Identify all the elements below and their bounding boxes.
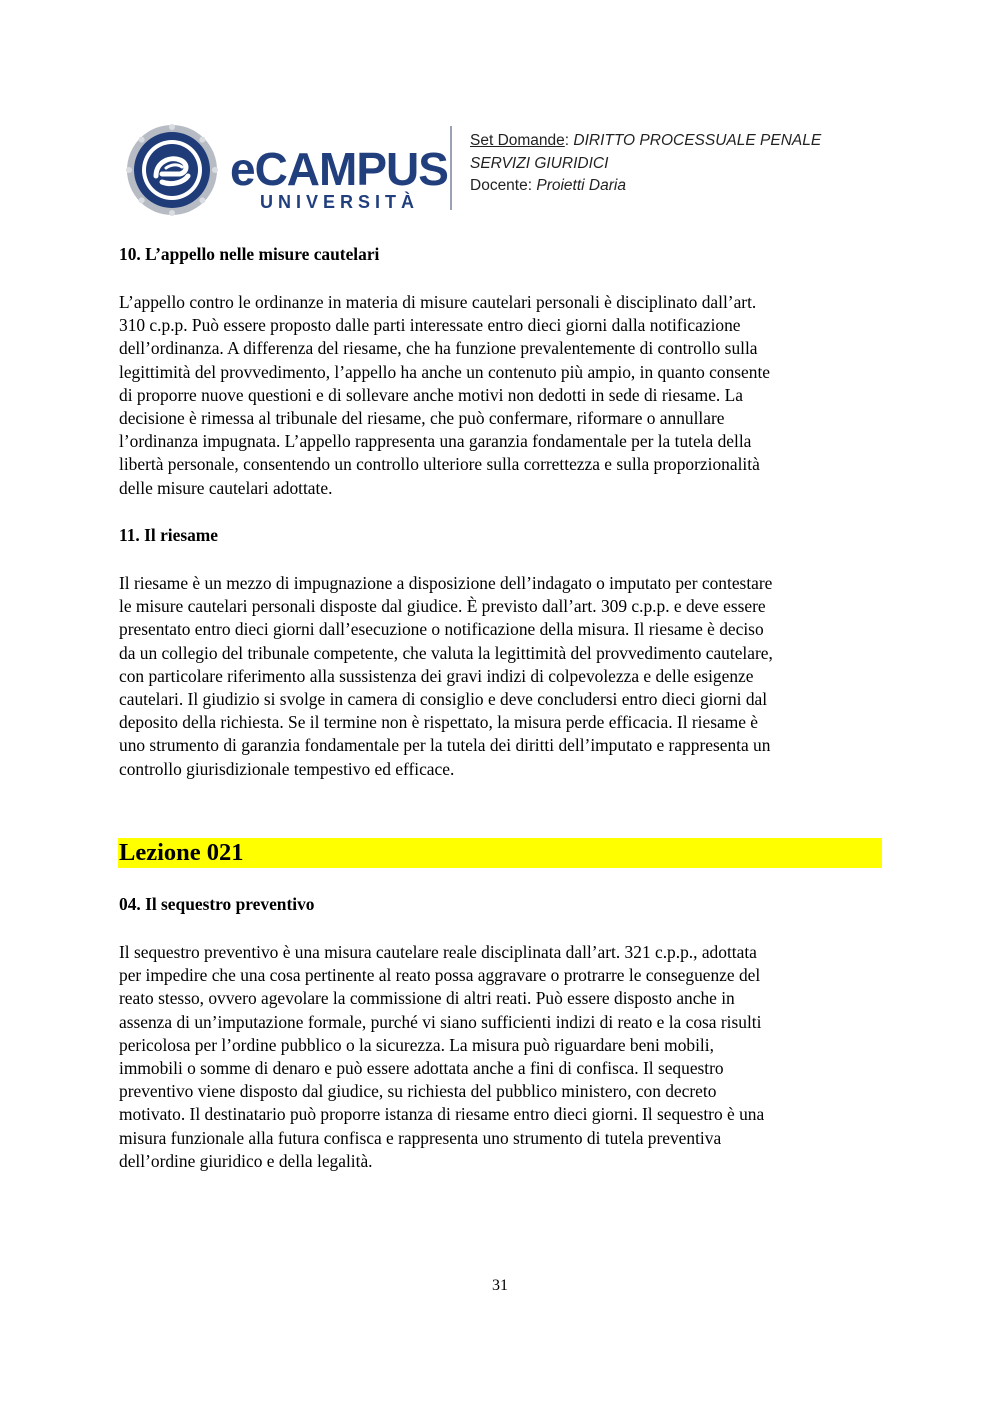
text-line: controllo giurisdizionale tempestivo ed efficace. [119,758,455,779]
section-heading: 11. Il riesame [119,525,219,545]
header-divider [450,126,452,210]
section-body [119,941,889,1173]
text-line: Il sequestro preventivo è una misura cautelare reale disciplinata dall’art. 321 c.p.p., adottata [119,942,757,962]
section-heading: 10. L’appello nelle misure cautelari [119,244,380,264]
text-line: decisione è rimessa al tribunale del riesame, che può confermare, riformare o annullare [119,408,725,429]
text-line: assenza di un’imputazione formale, purché vi siano sufficienti indizi di reato e la cosa risulti [119,1011,762,1032]
text-line: presentato entro dieci giorni dall’esecuzione o notificazione della misura. Il riesame è deciso [119,619,764,640]
text-line: dell’ordinanza. A differenza del riesame, che ha funzione prevalentemente di controllo sulla [119,338,758,359]
text-line: con particolare riferimento alla sussistenza dei gravi indizi di colpevolezza e delle esigenze [119,665,754,686]
text-line: da un collegio del tribunale competente, che valuta la legittimità del provvedimento cautelare, [119,642,773,663]
set-label: Set Domande [470,132,565,149]
text-line: misura funzionale alla futura confisca e rappresenta uno strumento di tutela preventiva [119,1127,722,1148]
text-line: di proporre nuove questioni e di sollevare anche motivi non dedotti in sede di riesame. La [119,384,743,405]
set-value-line-2: SERVIZI GIURIDICI [470,154,609,172]
text-line: cautelari. Il giudizio si svolge in camera di consiglio e deve concludersi entro dieci giorni dal [119,689,768,710]
set-value: DIRITTO PROCESSUALE PENALE [573,132,822,149]
text-line: preventivo viene disposto dal giudice, su richiesta del pubblico ministero, con decreto [119,1081,717,1102]
text-line: libertà personale, consentendo un controllo ulteriore sulla correttezza e sulla proporzionalità [119,454,760,475]
text-line: immobili o somme di denaro e può essere adottata anche a fini di confisca. Il sequestro [119,1058,724,1079]
lesson-title: Lezione 021 [119,839,244,866]
page-number: 31 [492,1277,508,1294]
text-line: l’ordinanza impugnata. L’appello rappresenta una garanzia fondamentale per la tutela della [119,431,752,452]
university-wordmark [230,143,450,216]
docente-value: Proietti Daria [536,177,626,194]
text-line: legittimità del provvedimento, l’appello ha anche un contenuto più ampio, in quanto consente [119,361,771,382]
lesson-banner [118,838,882,868]
course-set-line: Set Domande: DIRITTO PROCESSUALE PENALE [470,132,822,149]
section-body [119,291,889,500]
text-line: per impedire che una cosa pertinente al reato possa aggravare o protrarre le conseguenze del [119,965,761,986]
page-header [118,118,898,218]
text-line: motivato. Il destinatario può proporre istanza di riesame entro dieci giorni. Il sequestro è una [119,1104,765,1125]
section-body [119,572,889,781]
brand-name: eCAMPUS [230,143,448,195]
text-line: dell’ordine giuridico e della legalità. [119,1150,373,1171]
text-line: deposito della richiesta. Se il termine non è rispettato, la misura perde efficacia. Il riesame è [119,712,759,733]
docente-label: Docente [470,177,528,194]
course-info [470,130,821,198]
university-seal-logo [126,124,218,216]
brand-subtitle: UNIVERSITÀ [260,192,420,212]
section-heading: 04. Il sequestro preventivo [119,894,315,914]
text-line: delle misure cautelari adottate. [119,477,333,498]
docente-line: Docente: Proietti Daria [470,177,626,194]
text-line: pericolosa per l’ordine pubblico o la sicurezza. La misura può riguardare beni mobili, [119,1034,714,1055]
text-line: le misure cautelari personali disposte dal giudice. È previsto dall’art. 309 c.p.p. e deve essere [119,596,766,617]
text-line: reato stesso, ovvero agevolare la commissione di altri reati. Può essere disposto anche in [119,988,735,1009]
text-line: 310 c.p.p. Può essere proposto dalle parti interessate entro dieci giorni dalla notificazione [119,315,741,336]
text-line: Il riesame è un mezzo di impugnazione a disposizione dell’indagato o imputato per contestare [119,573,773,593]
text-line: L’appello contro le ordinanze in materia di misure cautelari personali è disciplinato dall’art. [119,292,757,312]
text-line: uno strumento di garanzia fondamentale per la tutela dei diritti dell’imputato e rappresenta un [119,735,771,756]
